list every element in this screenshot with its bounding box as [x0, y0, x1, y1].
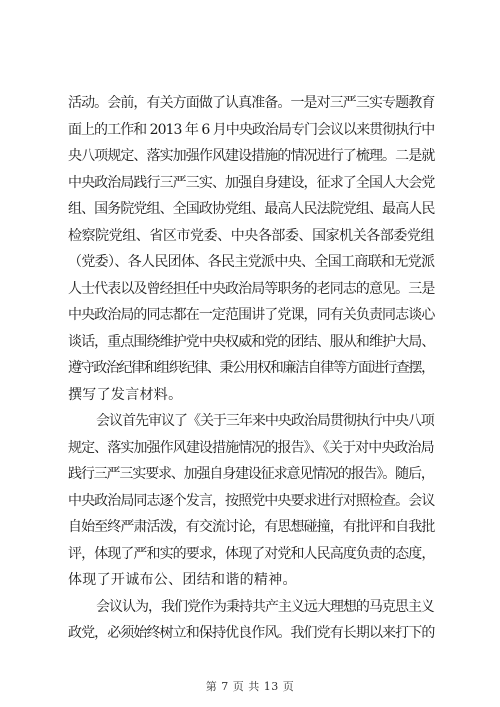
- text-line: 政党，必须始终树立和保持优良作风。我们党有长期以来打下的: [68, 625, 435, 641]
- text-line: 遵守政治纪律和组织纪律、秉公用权和廉洁自律等方面进行查摆，: [68, 360, 434, 376]
- text-line: 谈话，重点围绕维护党中央权威和党的团结、服从和维护大局、: [68, 333, 435, 350]
- text-line: 人士代表以及曾经担任中央政治局等职务的老同志的意见。三是: [68, 280, 435, 297]
- text-line: 面上的工作和 2013 年 6 月中央政治局专门会议以来贯彻执行中: [68, 121, 435, 138]
- text-line: 会议首先审议了《关于三年来中央政治局贯彻执行中央八项: [96, 413, 434, 429]
- text-line: （党委）、各人民团体、各民主党派中央、全国工商联和无党派: [68, 254, 435, 270]
- text-line: 中央政治局的同志都在一定范围讲了党课，同有关负责同志谈心: [68, 307, 435, 323]
- text-line: 体现了开诚布公、团结和谐的精神。: [68, 572, 297, 588]
- text-line: 自始至终严肃活泼，有交流讨论，有思想碰撞，有批评和自我批: [68, 519, 435, 535]
- text-line: 组、国务院党组、全国政协党组、最高人民法院党组、最高人民: [68, 201, 435, 217]
- text-line: 规定、落实加强作风建设措施情况的报告》、《关于对中央政治局: [68, 439, 434, 456]
- page-footer: 第 7 页 共 13 页: [205, 680, 295, 693]
- text-line: 会议认为，我们党作为秉持共产主义远大理想的马克思主义: [96, 598, 434, 615]
- text-line: 央八项规定、落实加强作风建设措施的情况进行了梳理。二是就: [68, 148, 435, 164]
- text-line: 中央政治局同志逐个发言，按照党中央要求进行对照检查。会议: [68, 492, 435, 509]
- text-line: 活动。会前，有关方面做了认真准备。一是对三严三实专题教育: [68, 95, 435, 111]
- body-text: [68, 90, 434, 647]
- text-line: 检察院党组、省区市党委、中央各部委、国家机关各部委党组: [68, 227, 435, 244]
- text-line: 践行三严三实要求、加强自身建设征求意见情况的报告》。随后，: [68, 466, 434, 482]
- text-line: 中央政治局践行三严三实、加强自身建设，征求了全国人大会党: [68, 174, 435, 191]
- text-line: 评，体现了严和实的要求，体现了对党和人民高度负责的态度，: [68, 545, 435, 562]
- text-line: 撰写了发言材料。: [68, 386, 183, 403]
